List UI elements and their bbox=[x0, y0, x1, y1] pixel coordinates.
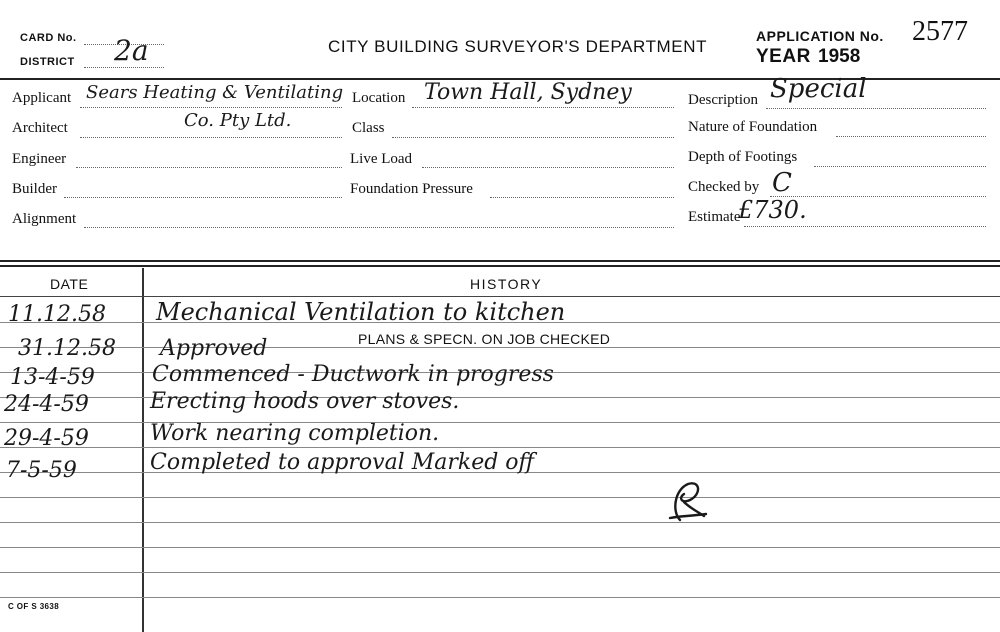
form-code: C OF S 3638 bbox=[8, 602, 60, 611]
history-date: 7-5-59 bbox=[6, 458, 77, 483]
history-rule bbox=[0, 447, 1000, 448]
history-date: 29-4-59 bbox=[4, 426, 89, 451]
live-load-line bbox=[422, 167, 674, 168]
location-value: Town Hall, Sydney bbox=[424, 80, 632, 105]
nature-of-foundation-label: Nature of Foundation bbox=[688, 119, 818, 135]
depth-of-footings-label: Depth of Footings bbox=[688, 149, 798, 165]
location-label: Location bbox=[352, 90, 406, 106]
date-column-header: DATE bbox=[50, 276, 89, 292]
history-top-rule bbox=[0, 260, 1000, 262]
history-text: Approved bbox=[160, 336, 268, 361]
description-line bbox=[766, 108, 986, 109]
history-text: Completed to approval Marked off bbox=[150, 450, 535, 475]
depth-of-footings-line bbox=[814, 166, 986, 167]
district-label: DISTRICT bbox=[20, 56, 75, 68]
year-value: 1958 bbox=[818, 46, 861, 67]
checked-by-value: C bbox=[772, 168, 792, 198]
foundation-pressure-label: Foundation Pressure bbox=[350, 181, 473, 197]
builder-label: Builder bbox=[12, 181, 57, 197]
year-label: YEAR bbox=[756, 46, 811, 67]
history-rule bbox=[0, 597, 1000, 598]
applicant-line bbox=[80, 107, 342, 108]
foundation-pressure-line bbox=[490, 197, 674, 198]
class-label: Class bbox=[352, 120, 385, 136]
live-load-label: Live Load bbox=[350, 151, 413, 167]
history-rule bbox=[0, 497, 1000, 498]
history-date: 13-4-59 bbox=[10, 365, 95, 390]
history-top-rule-2 bbox=[0, 265, 1000, 267]
estimate-line bbox=[744, 226, 986, 227]
history-date: 11.12.58 bbox=[8, 302, 106, 327]
alignment-line bbox=[84, 227, 674, 228]
application-label: APPLICATION No. bbox=[756, 28, 884, 44]
district-value: 2a bbox=[114, 34, 149, 67]
history-text: Erecting hoods over stoves. bbox=[150, 389, 460, 414]
plans-checked-stamp: PLANS & SPECN. ON JOB CHECKED bbox=[358, 331, 611, 347]
initials-signature bbox=[664, 476, 710, 526]
district-line bbox=[84, 67, 164, 68]
application-number: 2577 bbox=[912, 16, 968, 47]
architect-line bbox=[80, 137, 342, 138]
history-text: Work nearing completion. bbox=[150, 421, 440, 446]
class-line bbox=[392, 137, 674, 138]
history-date: 24-4-59 bbox=[4, 392, 89, 417]
history-rule bbox=[0, 572, 1000, 573]
history-header-rule bbox=[0, 296, 1000, 297]
engineer-label: Engineer bbox=[12, 151, 67, 167]
engineer-line bbox=[76, 167, 342, 168]
description-label: Description bbox=[688, 92, 758, 108]
history-text: Commenced - Ductwork in progress bbox=[152, 362, 554, 387]
applicant-label: Applicant bbox=[12, 90, 72, 106]
location-line bbox=[412, 107, 674, 108]
history-text: Mechanical Ventilation to kitchen bbox=[156, 298, 566, 326]
estimate-label: Estimate bbox=[688, 209, 741, 225]
card-no-label: CARD No. bbox=[20, 32, 77, 44]
checked-by-label: Checked by bbox=[688, 179, 760, 195]
history-rule bbox=[0, 547, 1000, 548]
nature-of-foundation-line bbox=[836, 136, 986, 137]
history-rule bbox=[0, 347, 1000, 348]
description-value: Special bbox=[770, 74, 867, 104]
applicant-value-line2: Co. Pty Ltd. bbox=[184, 110, 292, 131]
department-title: CITY BUILDING SURVEYOR'S DEPARTMENT bbox=[328, 37, 708, 56]
history-date: 31.12.58 bbox=[18, 336, 116, 361]
history-rule bbox=[0, 522, 1000, 523]
architect-label: Architect bbox=[12, 120, 68, 136]
applicant-value: Sears Heating & Ventilating bbox=[86, 82, 344, 103]
estimate-value: £730. bbox=[738, 196, 807, 224]
alignment-label: Alignment bbox=[12, 211, 77, 227]
builder-line bbox=[64, 197, 342, 198]
history-column-header: HISTORY bbox=[470, 276, 543, 292]
